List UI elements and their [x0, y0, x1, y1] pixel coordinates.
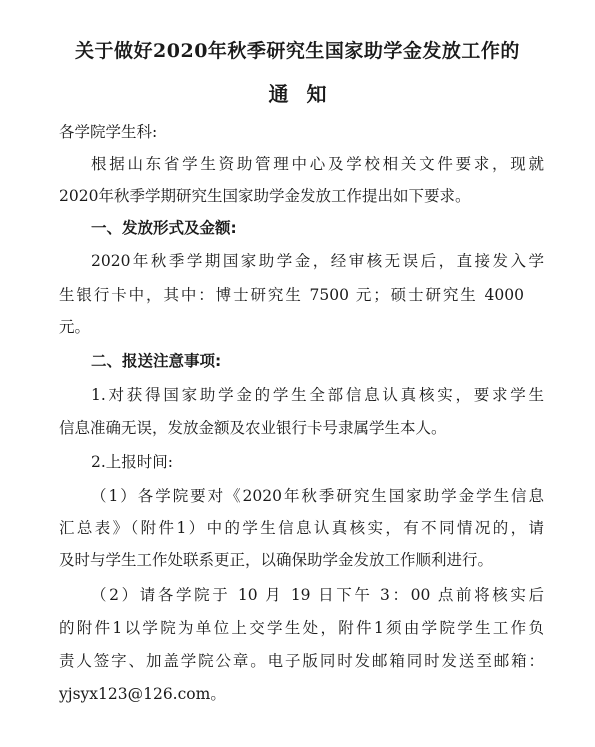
- email-address: yjsyx123@126.com。: [59, 685, 226, 703]
- item2-heading: 2.上报时间:: [91, 453, 174, 471]
- document-title-line2: 通知: [268, 82, 345, 106]
- item1-line-1: 1.对获得国家助学金的学生全部信息认真核实，要求学生: [91, 386, 544, 404]
- item1-line-2: 信息准确无误，发放金额及农业银行卡号隶属学生本人。: [59, 419, 447, 437]
- sub2-line-1: （2）请各学院于 10 月 19 日下午 3：00 点前将核实后: [91, 586, 544, 604]
- sub2-line-2: 的附件1以学院为单位上交学生处，附件1须由学院学生工作负: [59, 619, 544, 637]
- section1-heading: 一、发放形式及金额:: [91, 219, 237, 237]
- sub2-line-3: 责人签字、加盖学院公章。电子版同时发邮箱同时发送至邮箱：: [59, 652, 544, 670]
- sub1-line-2: 汇总表》（附件1）中的学生信息认真核实，有不同情况的，请: [59, 519, 544, 537]
- document-title-line1: 关于做好2020年秋季研究生国家助学金发放工作的: [75, 40, 520, 62]
- salutation: 各学院学生科:: [59, 123, 158, 141]
- section1-line-3: 元。: [59, 318, 91, 336]
- section1-line-1: 2020年秋季学期国家助学金，经审核无误后，直接发入学: [91, 252, 544, 270]
- section1-line-2: 生银行卡中，其中：博士研究生 7500 元；硕士研究生 4000: [59, 286, 524, 304]
- sub1-line-1: （1）各学院要对《2020年秋季研究生国家助学金学生信息: [91, 487, 544, 505]
- sub1-line-3: 及时与学生工作处联系更正，以确保助学金发放工作顺利进行。: [59, 551, 494, 569]
- section2-heading: 二、报送注意事项:: [91, 352, 222, 370]
- intro-line-1: 根据山东省学生资助管理中心及学校相关文件要求，现就: [91, 155, 544, 173]
- intro-line-2: 2020年秋季学期研究生国家助学金发放工作提出如下要求。: [59, 187, 471, 205]
